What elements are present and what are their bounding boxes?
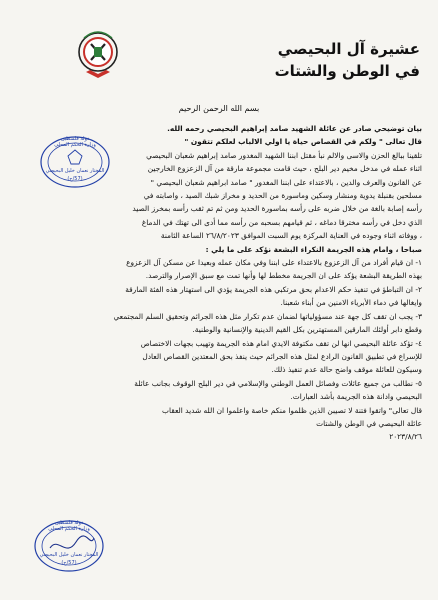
basmala: بسم الله الرحمن الرحيم [178,104,260,113]
statement-line-16: وقطع دابر أولئك المارقين المستهترين بكل القيم الدينية والإنسانية والوطنية. [192,325,422,335]
statement-line-22: قال تعالى" واتقوا فتنة لا تصيبن الذين ظلموا منكم خاصة واعلموا ان الله شديد العقاب [162,405,422,415]
header-line-2: في الوطن والشتات [274,62,420,80]
official-stamp-bottom [32,518,106,574]
statement-line-20: ٥- نطالب من جميع عائلات وفصائل العمل الوطني والإسلامي في دير البلح الوقوف بجانب عائلة [134,378,422,388]
statement-line-4: اثناء عمله في مدخل مخيم دير البلح ، حيث قامت مجموعة مارقة من آل الزعزوع الخارجين [147,164,422,174]
statement-line-8: الذي دخل في رأسه مخترقا دماغه ، ثم قيامهم بسحبه من رأسه مما أدى الى تهتك في الدماغ [141,217,422,227]
statement-line-18: للإسراع في تطبيق القانون الرادع لمثل هذه الجرائم حيث ينفذ بحق المعتدين القصاص العادل [142,351,422,361]
stamp-top-line-4: (57/ح) [67,176,83,182]
statement-body [16,122,422,444]
header-title [275,38,420,82]
header-line-1: عشيرة آل البحيصي [277,40,420,58]
statement-line-10: صباحا ، وامام هذه الجريمة النكراء البشعة نؤكد على ما يلي : [205,244,422,254]
statement-line-1: بيان توضيحي صادر عن عائلة الشهيد صامد إبراهيم البحيصي رحمه الله. [167,124,422,133]
stamp-top-line-1: دولة فلسطين [60,136,90,142]
statement-line-15: ٣- يجب ان تقف كل جهة عند مسؤولياتها لضمان عدم تكرار مثل هذه الجرائم وتحقيق السلم المجتمعي [113,311,422,321]
statement-line-21: البحيصي وادانة هذه الجريمة بأشد العبارات. [290,392,422,402]
stamp-bottom-line-2: وزارة الحكم المحلي [48,526,90,532]
statement-line-23: عائلة البحيصي في الوطن والشتات [316,418,422,428]
statement-line-2: قال تعالى " ولكم في القصاص حياة يا اولي الالباب لعلكم تتقون " [184,137,422,147]
statement-line-11: ١- ان قيام أفراد من آل الزعزوع بالاعتداء على ابننا وفي مكان عمله وبعيدا عن مسكن آل الزعزوع [126,258,422,268]
statement-line-5: عن القانون والعرف والدين ، بالاعتداء على ابننا المغدور " صامد ابراهيم شعبان البحيصي " [150,177,422,187]
statement-line-17: ٤- تؤكد عائلة البحيصي انها لن تقف مكتوفة الايدي امام هذه الجريمة وتهيب بجهات الاختصاص [140,338,422,348]
stamp-top-line-3: المختار نعمان خليل البحيصي [45,168,105,174]
stamp-bottom-line-3: المختار نعمان خليل البحيصي [39,552,99,558]
statement-line-24: ٢٠٢٣/٨/٢٦ [389,432,422,442]
stamp-bottom-line-4: (57/ح) [61,560,77,566]
stamp-top-line-2: وزارة الحكم المحلي [54,142,96,148]
statement-line-6: مسلحين بقنبلة يدوية ومنشار وسكين وماسورة من الحديد و مخراز شبك الصيد ، واصابته في [143,191,422,201]
stamp-bottom-line-1: دولة فلسطين [54,520,84,526]
statement-line-9: ، ووفاته اثناء وجوده في العناية المركزة يوم السبت الموافق ٢٦/٨/٢٠٢٣ الساعة الثامنة [160,231,422,241]
statement-line-12: بهذه الطريقة البشعة يؤكد على ان الجريمة مخطط لها وأنها تمت مع سبق الإصرار والترصد. [145,271,422,281]
statement-line-7: رأسه إصابة بالغة من خلال ضربه على رأسه بماسورة الحديد ومن ثم تم ثقب رأسه بمخرز الصيد [132,204,422,214]
statement-line-3: تلقينا ببالغ الحزن والاسى والالم نبأ مقتل ابننا الشهيد المغدور صامد إبراهيم شعبان البحيصي [146,150,422,160]
clan-emblem-logo [76,28,120,82]
statement-line-19: وسيكون للعائلة موقف واضح حالة عدم تنفيذ ذلك. [271,365,422,375]
statement-line-14: وايغالها في دماء الأبرياء الامنين من أبناء شعبنا. [280,298,422,308]
statement-line-13: ٢- ان التباطؤ في تنفيذ حكم الاعدام بحق مرتكبي هذه الجريمة يؤدي الى استهتار هذه الفئة المارقة [125,284,422,294]
